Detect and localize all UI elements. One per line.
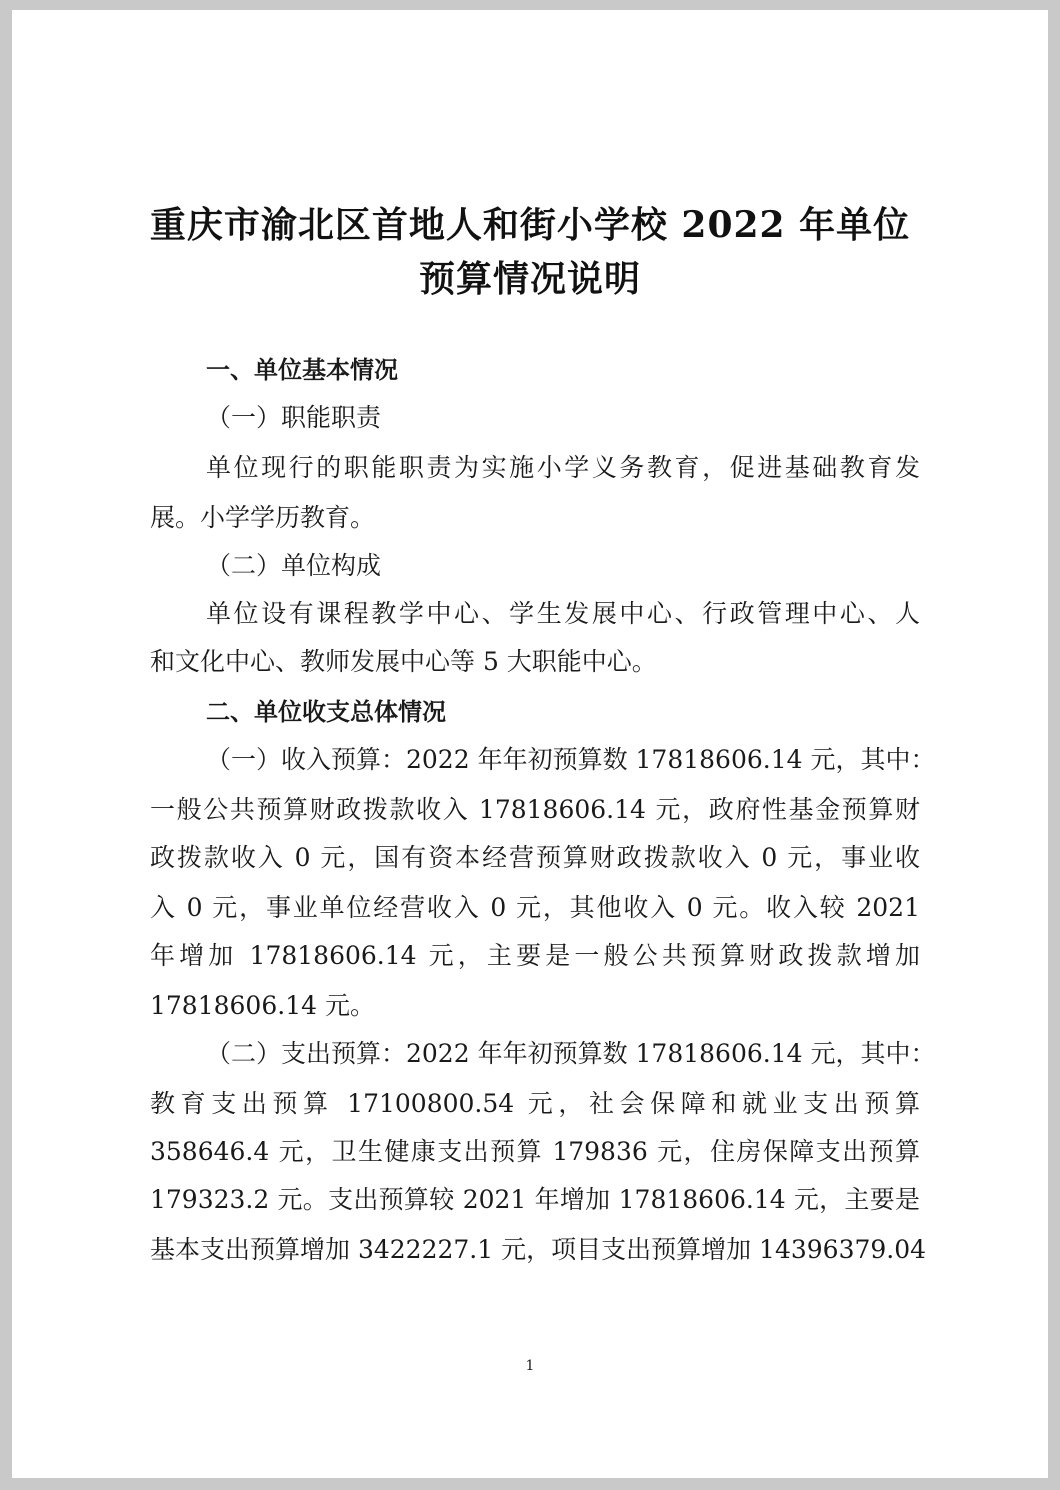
document-title-line-2: 预算情况说明 [418,258,641,300]
paragraph-line: 基本支出预算增加 3422227.1 元，项目支出预算增加 14396379.04 [150,1235,927,1264]
paragraph-line: 政拨款收入 0 元，国有资本经营预算财政拨款收入 0 元，事业收 [150,843,920,872]
subsection-heading-structure: （二）单位构成 [206,551,382,580]
document-page [12,10,1048,1478]
paragraph-line: 教育支出预算 17100800.54 元，社会保障和就业支出预算 [150,1089,920,1118]
page-number: 1 [525,1358,535,1374]
section-heading-basic-info: 一、单位基本情况 [206,355,398,384]
subsection-heading-duties: （一）职能职责 [206,403,382,432]
paragraph-line: 年增加 17818606.14 元，主要是一般公共预算财政拨款增加 [150,941,920,970]
paragraph-line: 入 0 元，事业单位经营收入 0 元，其他收入 0 元。收入较 2021 [150,893,920,922]
paragraph-line: 17818606.14 元。 [150,991,375,1020]
paragraph-line: 和文化中心、教师发展中心等 5 大职能中心。 [150,647,657,676]
paragraph-line: 一般公共预算财政拨款收入 17818606.14 元，政府性基金预算财 [150,795,920,824]
paragraph-line: 358646.4 元，卫生健康支出预算 179836 元，住房保障支出预算 [150,1137,920,1166]
section-heading-income-expense: 二、单位收支总体情况 [206,697,446,726]
paragraph-line: 单位设有课程教学中心、学生发展中心、行政管理中心、人 [206,599,920,628]
paragraph-line: 179323.2 元。支出预算较 2021 年增加 17818606.14 元，主要是 [150,1185,920,1214]
document-title-line-1: 重庆市渝北区首地人和街小学校 2022 年单位 [149,204,911,246]
paragraph-line: （二）支出预算：2022 年年初预算数 17818606.14 元，其中： [206,1039,936,1068]
paragraph-line: 展。小学学历教育。 [150,503,376,532]
paragraph-line: （一）收入预算：2022 年年初预算数 17818606.14 元，其中： [206,745,936,774]
paragraph-line: 单位现行的职能职责为实施小学义务教育，促进基础教育发 [206,453,920,482]
